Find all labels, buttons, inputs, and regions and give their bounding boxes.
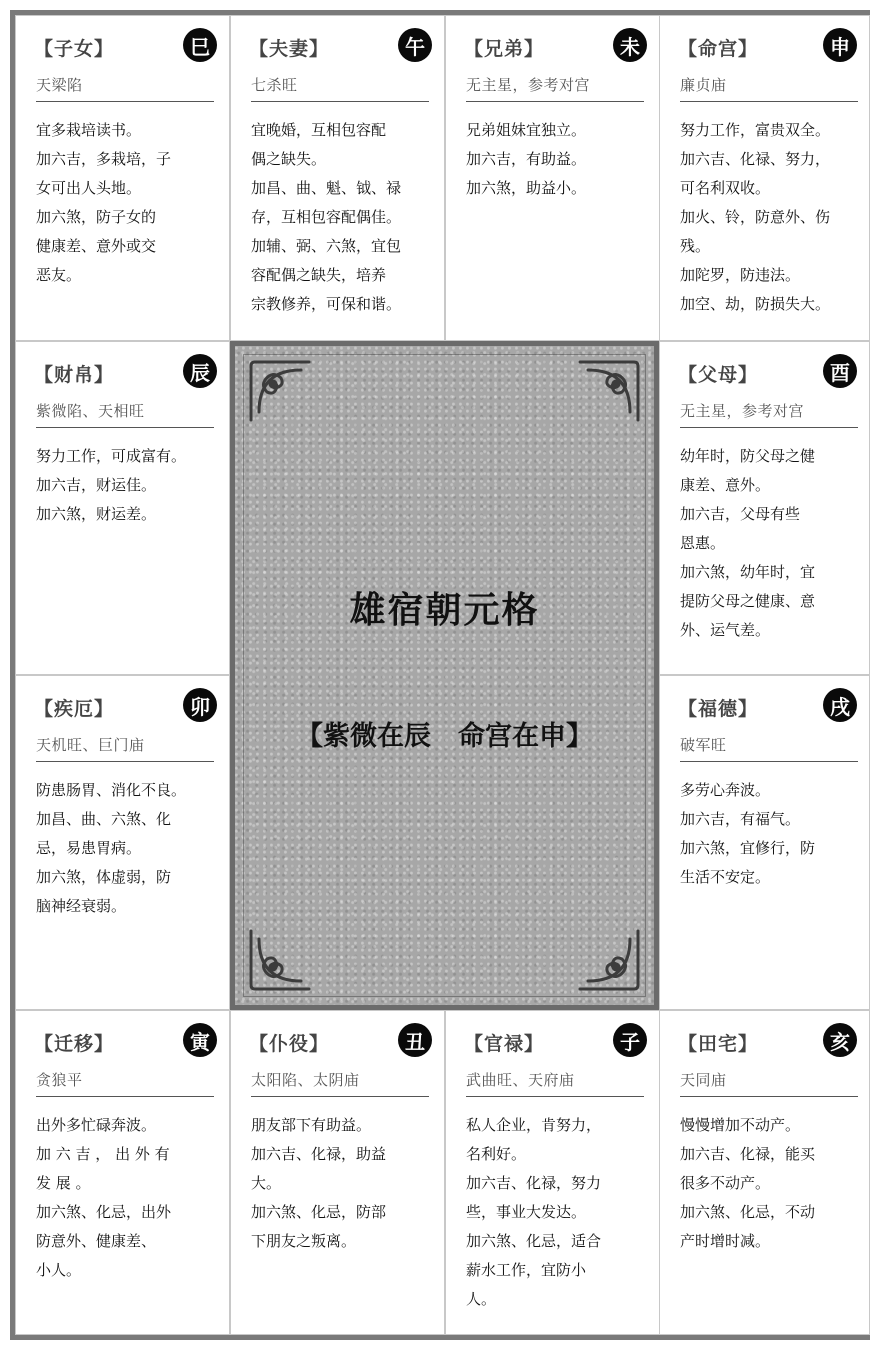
palace-jie: [15, 675, 230, 1010]
desc-line: 慢慢增加不动产。: [680, 1116, 801, 1134]
desc-line: 康差、意外。: [680, 476, 771, 494]
desc-line: 下朋友之叛离。: [251, 1232, 357, 1250]
desc-line: 脑神经衰弱。: [36, 897, 127, 915]
desc-line: 加六煞、化忌，出外: [36, 1203, 172, 1221]
center-inner-border: [243, 354, 646, 997]
desc-line: 恶友。: [36, 266, 82, 284]
earthly-branch-badge: 辰: [183, 354, 217, 388]
palace-stars: 破军旺: [680, 734, 858, 762]
desc-line: 加六煞，助益小。: [466, 179, 587, 197]
desc-line: 朋友部下有助益。: [251, 1116, 372, 1134]
desc-line: 加火、铃，防意外、伤: [680, 208, 831, 226]
desc-line: 加昌、曲、魁、钺、禄: [251, 179, 402, 197]
earthly-branch-badge: 申: [823, 28, 857, 62]
center-panel: [230, 341, 659, 1010]
desc-line: 宗教修养，可保和谐。: [251, 295, 402, 313]
desc-line: 加六煞，宜修行，防: [680, 839, 816, 857]
palace-description: [466, 116, 650, 203]
desc-line: 名利好。: [466, 1145, 527, 1163]
palace-description: [36, 116, 220, 290]
desc-line: 人。: [466, 1290, 497, 1308]
palace-caibo: [15, 341, 230, 675]
palace-puyi: [230, 1010, 445, 1335]
palace-title: 【官禄】: [464, 1033, 545, 1055]
desc-line: 加辅、弼、六煞，宜包: [251, 237, 402, 255]
palace-description: [251, 1111, 435, 1256]
desc-line: 加六煞、化忌，适合: [466, 1232, 602, 1250]
desc-line: 存，互相包容配偶佳。: [251, 208, 402, 226]
desc-line: 提防父母之健康、意: [680, 592, 816, 610]
desc-line: 加六煞、化忌，不动: [680, 1203, 816, 1221]
desc-line: 宜晚婚，互相包容配: [251, 121, 387, 139]
palace-stars: 廉贞庙: [680, 74, 858, 102]
palace-guanlu: [445, 1010, 660, 1335]
palace-title: 【财帛】: [34, 364, 115, 386]
desc-line: 外、运气差。: [680, 621, 771, 639]
desc-line: 多劳心奔波。: [680, 781, 771, 799]
desc-line: 加六吉，财运佳。: [36, 476, 157, 494]
palace-fuqi: [230, 15, 445, 341]
palace-title: 【迁移】: [34, 1033, 115, 1055]
palace-fumu: [659, 341, 870, 675]
desc-line: 加六煞，体虚弱，防: [36, 868, 172, 886]
desc-line: 加 六 吉 ， 出 外 有: [36, 1145, 170, 1163]
desc-line: 加六吉、化禄，助益: [251, 1145, 387, 1163]
palace-ming: [659, 15, 870, 341]
palace-stars: 武曲旺、天府庙: [466, 1069, 644, 1097]
desc-line: 容配偶之缺失，培养: [251, 266, 387, 284]
desc-line: 加六吉、化禄，努力: [466, 1174, 602, 1192]
corner-ornament-icon: [574, 925, 644, 995]
palace-description: [680, 1111, 864, 1256]
palace-description: [680, 116, 864, 319]
palace-description: [680, 776, 864, 892]
palace-title: 【夫妻】: [249, 38, 330, 60]
palace-stars: 七杀旺: [251, 74, 429, 102]
palace-description: [36, 776, 220, 921]
earthly-branch-badge: 卯: [183, 688, 217, 722]
earthly-branch-badge: 酉: [823, 354, 857, 388]
desc-line: 幼年时，防父母之健: [680, 447, 816, 465]
desc-line: 可名利双收。: [680, 179, 771, 197]
desc-line: 偶之缺失。: [251, 150, 327, 168]
earthly-branch-badge: 午: [398, 28, 432, 62]
palace-description: [251, 116, 435, 319]
earthly-branch-badge: 子: [613, 1023, 647, 1057]
desc-line: 加陀罗，防违法。: [680, 266, 801, 284]
desc-line: 加六煞，防子女的: [36, 208, 157, 226]
desc-line: 加六煞，幼年时，宜: [680, 563, 816, 581]
desc-line: 私人企业，肯努力，: [466, 1116, 602, 1134]
desc-line: 加空、劫，防损失大。: [680, 295, 831, 313]
desc-line: 产时增时减。: [680, 1232, 771, 1250]
desc-line: 大。: [251, 1174, 282, 1192]
desc-line: 兄弟姐妹宜独立。: [466, 121, 587, 139]
earthly-branch-badge: 丑: [398, 1023, 432, 1057]
palace-zinv: [15, 15, 230, 341]
earthly-branch-badge: 戌: [823, 688, 857, 722]
palace-stars: 无主星，参考对宫: [466, 74, 644, 102]
desc-line: 健康差、意外或交: [36, 237, 157, 255]
palace-title: 【兄弟】: [464, 38, 545, 60]
desc-line: 加六吉，多栽培，子: [36, 150, 172, 168]
palace-qianyi: [15, 1010, 230, 1335]
desc-line: 加六煞、化忌，防部: [251, 1203, 387, 1221]
palace-title: 【田宅】: [678, 1033, 759, 1055]
desc-line: 些，事业大发达。: [466, 1203, 587, 1221]
desc-line: 防患肠胃、消化不良。: [36, 781, 187, 799]
desc-line: 防意外、健康差、: [36, 1232, 157, 1250]
corner-ornament-icon: [245, 925, 315, 995]
palace-xiongdi: [445, 15, 660, 341]
palace-stars: 无主星，参考对宫: [680, 400, 858, 428]
palace-stars: 太阳陷、太阴庙: [251, 1069, 429, 1097]
desc-line: 加昌、曲、六煞、化: [36, 810, 172, 828]
desc-line: 小人。: [36, 1261, 82, 1279]
desc-line: 加六吉、化禄，能买: [680, 1145, 816, 1163]
palace-description: [36, 1111, 220, 1285]
desc-line: 薪水工作，宜防小: [466, 1261, 587, 1279]
desc-line: 加六吉，有助益。: [466, 150, 587, 168]
chart-pattern-title: 雄宿朝元格: [349, 589, 540, 631]
desc-line: 宜多栽培读书。: [36, 121, 142, 139]
palace-description: [36, 442, 220, 529]
desc-line: 加六吉，父母有些: [680, 505, 801, 523]
palace-fude: [659, 675, 870, 1010]
palace-stars: 天梁陷: [36, 74, 214, 102]
desc-line: 残。: [680, 237, 711, 255]
corner-ornament-icon: [245, 356, 315, 426]
palace-title: 【福德】: [678, 698, 759, 720]
desc-line: 努力工作，富贵双全。: [680, 121, 831, 139]
earthly-branch-badge: 未: [613, 28, 647, 62]
palace-description: [680, 442, 864, 645]
desc-line: 生活不安定。: [680, 868, 771, 886]
palace-title: 【子女】: [34, 38, 115, 60]
palace-title: 【命宫】: [678, 38, 759, 60]
desc-line: 恩惠。: [680, 534, 726, 552]
palace-stars: 紫微陷、天相旺: [36, 400, 214, 428]
desc-line: 很多不动产。: [680, 1174, 771, 1192]
palace-title: 【父母】: [678, 364, 759, 386]
desc-line: 加六煞，财运差。: [36, 505, 157, 523]
desc-line: 加六吉、化禄、努力，: [680, 150, 831, 168]
palace-description: [466, 1111, 650, 1314]
palace-tianzhai: [659, 1010, 870, 1335]
palace-stars: 天机旺、巨门庙: [36, 734, 214, 762]
earthly-branch-badge: 巳: [183, 28, 217, 62]
palace-title: 【仆役】: [249, 1033, 330, 1055]
earthly-branch-badge: 寅: [183, 1023, 217, 1057]
palace-title: 【疾厄】: [34, 698, 115, 720]
desc-line: 发 展 。: [36, 1174, 91, 1192]
desc-line: 女可出人头地。: [36, 179, 142, 197]
palace-stars: 天同庙: [680, 1069, 858, 1097]
desc-line: 出外多忙碌奔波。: [36, 1116, 157, 1134]
palace-stars: 贪狼平: [36, 1069, 214, 1097]
desc-line: 努力工作，可成富有。: [36, 447, 187, 465]
desc-line: 加六吉，有福气。: [680, 810, 801, 828]
corner-ornament-icon: [574, 356, 644, 426]
chart-pattern-subtitle: 【紫微在辰 命宫在申】: [296, 721, 593, 752]
earthly-branch-badge: 亥: [823, 1023, 857, 1057]
desc-line: 忌，易患胃病。: [36, 839, 142, 857]
